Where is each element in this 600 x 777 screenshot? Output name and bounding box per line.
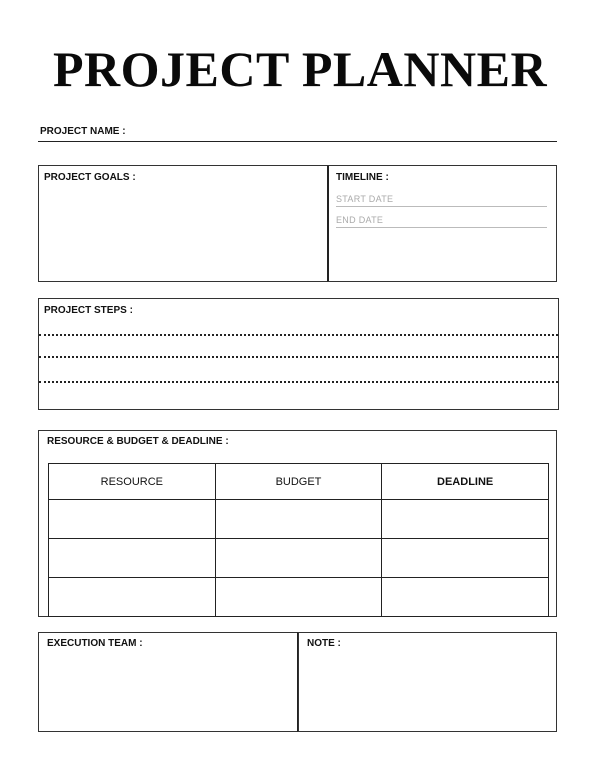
table-row xyxy=(49,500,549,539)
project-steps-box xyxy=(38,298,559,410)
project-steps-label: PROJECT STEPS : xyxy=(44,305,133,316)
step-line-3[interactable] xyxy=(39,381,558,383)
table-row xyxy=(49,539,549,578)
table-cell[interactable] xyxy=(215,578,382,617)
project-goals-box[interactable] xyxy=(38,165,329,282)
project-name-field[interactable] xyxy=(38,141,557,142)
table-cell[interactable] xyxy=(382,500,549,539)
column-header-deadline: DEADLINE xyxy=(382,464,549,500)
resource-table xyxy=(48,463,549,617)
note-label: NOTE : xyxy=(307,638,341,649)
project-name-label: PROJECT NAME : xyxy=(40,126,126,137)
project-goals-label: PROJECT GOALS : xyxy=(44,172,136,183)
column-header-budget: BUDGET xyxy=(215,464,382,500)
table-cell[interactable] xyxy=(49,578,216,617)
note-box[interactable] xyxy=(297,632,557,732)
execution-team-box[interactable] xyxy=(38,632,299,732)
table-cell[interactable] xyxy=(382,539,549,578)
table-cell[interactable] xyxy=(49,500,216,539)
step-line-2[interactable] xyxy=(39,356,558,358)
end-date-field[interactable]: END DATE xyxy=(336,215,547,228)
table-cell[interactable] xyxy=(382,578,549,617)
column-header-resource: RESOURCE xyxy=(49,464,216,500)
table-header-row xyxy=(49,464,549,500)
table-cell[interactable] xyxy=(49,539,216,578)
resource-budget-deadline-label: RESOURCE & BUDGET & DEADLINE : xyxy=(47,436,229,447)
step-line-1[interactable] xyxy=(39,334,558,336)
timeline-label: TIMELINE : xyxy=(336,172,389,183)
page-title: PROJECT PLANNER xyxy=(52,41,548,97)
table-row xyxy=(49,578,549,617)
table-cell[interactable] xyxy=(215,500,382,539)
execution-team-label: EXECUTION TEAM : xyxy=(47,638,143,649)
table-cell[interactable] xyxy=(215,539,382,578)
start-date-field[interactable]: START DATE xyxy=(336,194,547,207)
timeline-box xyxy=(328,165,557,282)
resource-budget-deadline-box xyxy=(38,430,557,617)
